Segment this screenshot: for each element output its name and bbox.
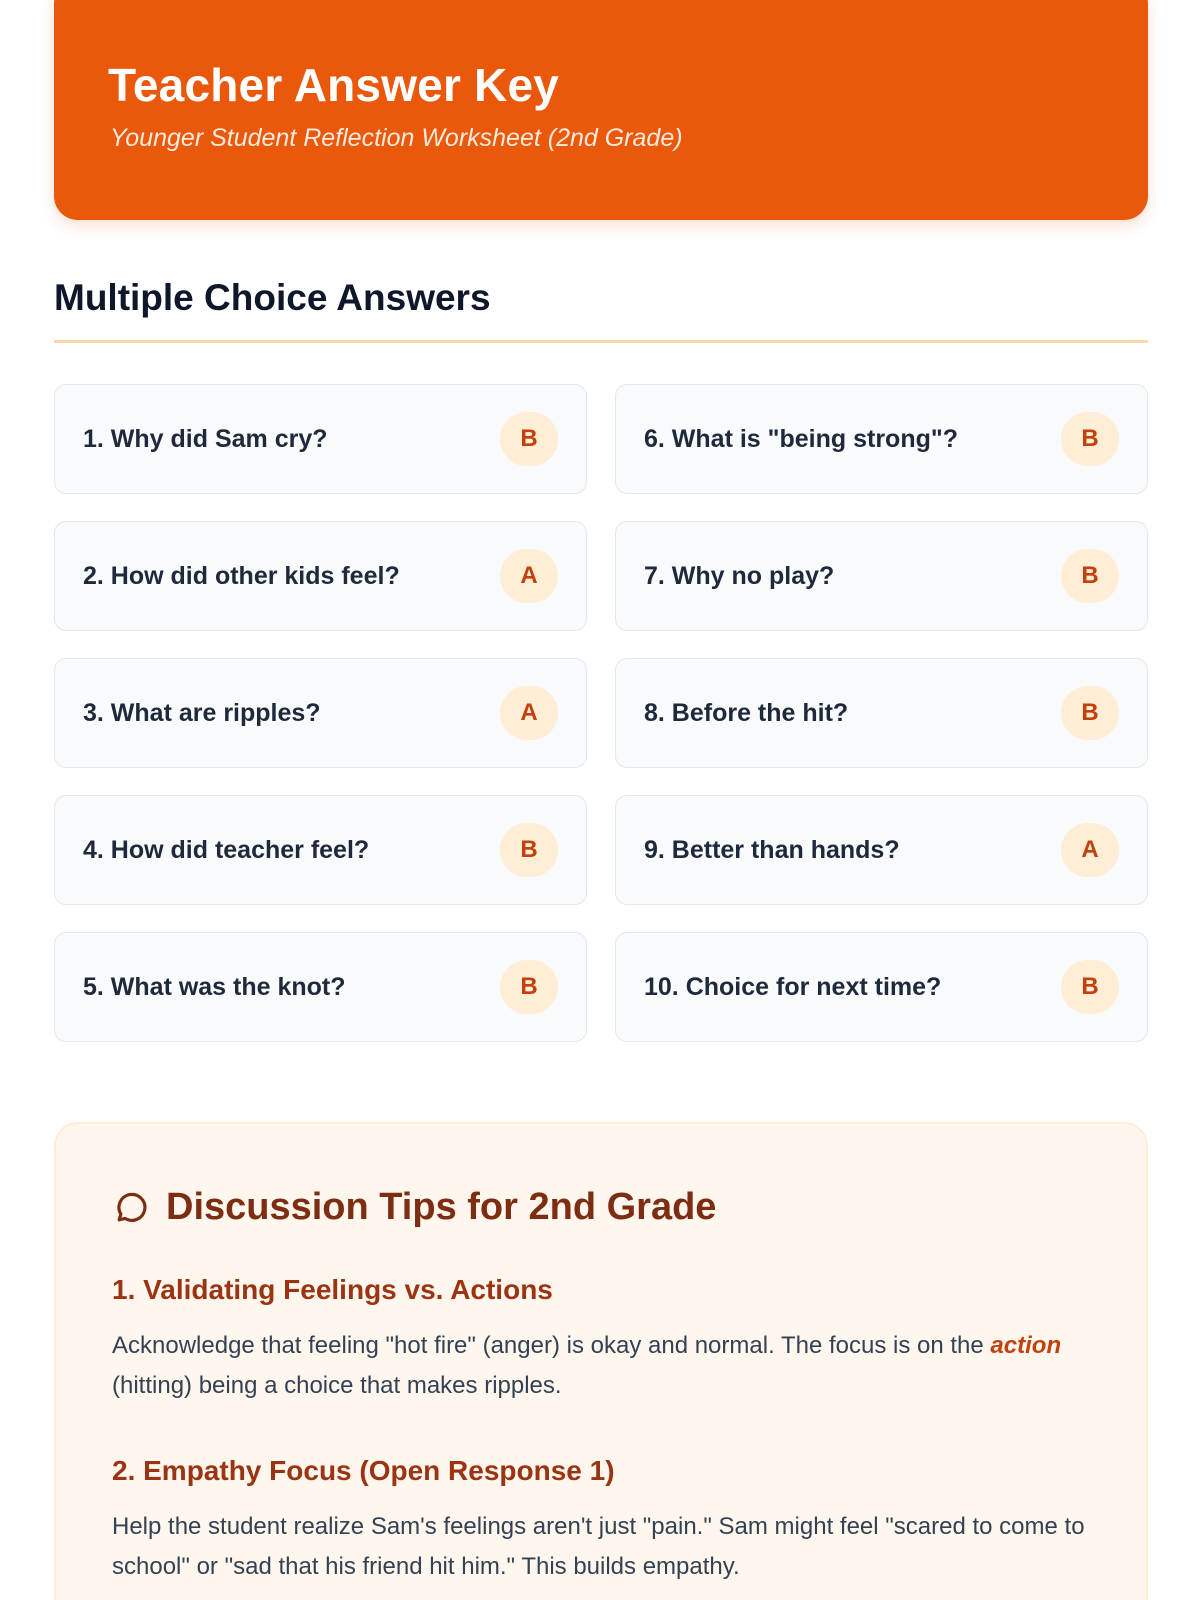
answer-card-1 <box>54 384 587 494</box>
answer-card-8 <box>615 658 1148 768</box>
tip-body-1 <box>112 1326 1092 1406</box>
answer-card-10 <box>615 932 1148 1042</box>
answer-badge: B <box>1061 686 1119 740</box>
answer-badge: A <box>500 549 558 603</box>
answer-card-4 <box>54 795 587 905</box>
answer-badge: A <box>1061 823 1119 877</box>
answer-badge: B <box>500 960 558 1014</box>
answer-card-5 <box>54 932 587 1042</box>
multiple-choice-heading: Multiple Choice Answers <box>54 277 491 318</box>
tip-body-text: Help the student realize Sam's feelings aren't just "pain." Sam might feel "scared to come to school" or "sad that his friend hit him." This builds empathy. <box>112 1513 1085 1580</box>
tip-heading-2: 2. Empathy Focus (Open Response 1) <box>112 1455 615 1486</box>
discussion-tips-panel <box>54 1122 1148 1600</box>
question-text: 4. How did teacher feel? <box>83 835 370 864</box>
page-title: Teacher Answer Key <box>108 59 560 111</box>
tip-heading-1: 1. Validating Feelings vs. Actions <box>112 1274 553 1305</box>
question-text: 2. How did other kids feel? <box>83 561 400 590</box>
chat-bubble-icon <box>112 1189 150 1227</box>
answer-badge: B <box>500 823 558 877</box>
discussion-tips-header <box>112 1186 716 1229</box>
page-subtitle: Younger Student Reflection Worksheet (2nd Grade) <box>110 124 683 152</box>
question-text: 1. Why did Sam cry? <box>83 424 328 453</box>
question-text: 8. Before the hit? <box>644 698 849 727</box>
discussion-tips-title: Discussion Tips for 2nd Grade <box>166 1186 717 1228</box>
answer-card-6 <box>615 384 1148 494</box>
question-text: 9. Better than hands? <box>644 835 900 864</box>
question-text: 7. Why no play? <box>644 561 835 590</box>
tip-body-text: (hitting) being a choice that makes ripples. <box>112 1372 562 1399</box>
tip-emphasis: action <box>990 1332 1062 1359</box>
answer-card-7 <box>615 521 1148 631</box>
tip-body-text: Acknowledge that feeling "hot fire" (anger) is okay and normal. The focus is on the <box>112 1332 991 1359</box>
answer-badge: B <box>1061 412 1119 466</box>
question-text: 10. Choice for next time? <box>644 972 942 1001</box>
tip-body-2 <box>112 1507 1092 1587</box>
answer-badge: B <box>500 412 558 466</box>
question-text: 6. What is "being strong"? <box>644 424 958 453</box>
question-text: 3. What are ripples? <box>83 698 321 727</box>
answer-badge: A <box>500 686 558 740</box>
answer-badge: B <box>1061 960 1119 1014</box>
section-divider <box>54 340 1148 343</box>
header-banner <box>54 0 1148 220</box>
answer-card-3 <box>54 658 587 768</box>
question-text: 5. What was the knot? <box>83 972 346 1001</box>
answer-card-9 <box>615 795 1148 905</box>
answer-card-2 <box>54 521 587 631</box>
multiple-choice-grid <box>54 384 1148 1042</box>
answer-badge: B <box>1061 549 1119 603</box>
